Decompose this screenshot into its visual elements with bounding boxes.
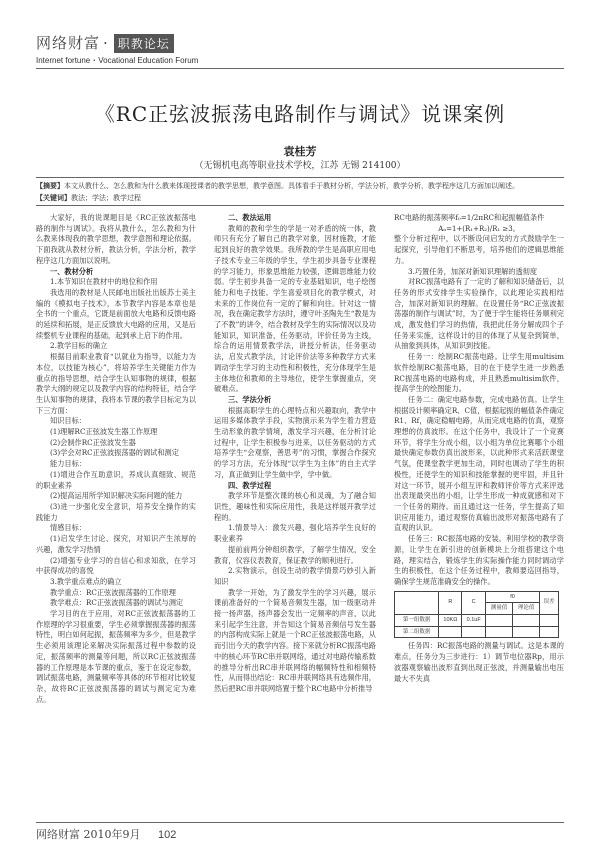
formula-mid: 和起振幅值条件 [494, 213, 545, 222]
abstract-text: 本文从教什么、怎么教和为什么教来体现授课者的教学思想，教学意图。具体看手于教材分析，学法分析，教学分析，教学程序这几方面加以阐述。 [64, 182, 519, 190]
measurement-table [394, 591, 559, 639]
paragraph: 1.情景导入：激发兴趣，强化培养学生良好的职业素养 [214, 523, 376, 544]
table-cell: R [439, 591, 462, 614]
keywords-text: 教法；学法；教学过程 [71, 194, 141, 202]
column-2 [214, 213, 376, 695]
paragraph: 教学环节是整次课的核心和灵魂，为了融合知识性，趣味性和实际应用性，我是这样展开教学过程的。 [214, 491, 376, 522]
table-cell: 第一组数据 [395, 615, 439, 627]
table-cell [485, 626, 512, 638]
paragraph: 2.教学目标的确立 [50, 341, 108, 351]
paragraph: 我选用的教材是人民邮电出版社出版苏士美主编的《模拟电子技术》，本节教学内容是本章也是全书的一个重点，它既是前面放大电路和反馈电路的延续和拓展，是正反馈放大电路的应用，又是后续整机专业课程的基础，起到承上启下的作用。 [36, 287, 196, 340]
table-cell [462, 626, 485, 638]
paragraph: 学习目的在于应用，对RC正弦波振荡器的工作原理的学习很重要，学生必须掌握振荡器的振荡特性，明白如何起振，振荡频率为多少，但是教学生必须用该理论来解决实际振荡过程中参数的设定，振荡频率的测量等问题，所以RC正弦波振荡器的工作原理是本节课的重点，鉴于在设定参数，调试振荡电路，测量频率等具体的环节相对比较复杂，故将RC正弦波振荡器的调试与测定定为难点。 [36, 609, 196, 704]
footer [36, 826, 176, 842]
table-row [395, 591, 559, 603]
paragraph: 2.实物演示，创设生动的教学情景巧妙引入新知识 [214, 566, 376, 586]
paragraph: 整个分析过程中，以不断设问启发的方式鼓励学生一起探究，引导他们不断思考，培养他们的逻辑思维能力。 [394, 234, 564, 265]
list-item: (1)理解RC正弦波发生器工作原理 [50, 427, 158, 437]
list-item: (1)增进合作互助意识，养成认真细致、规范的职业素养 [36, 469, 196, 490]
footer-brand: 网络财富 [36, 828, 80, 841]
table-cell: 10KΩ [439, 615, 462, 627]
footer-rule [36, 822, 564, 823]
paragraph: 对RC振荡电路有了一定的了解和知识储备后，以任务的形式安排学生实验操作，以此理论实践相结合，加深对新知识的理解。在设置任务“RC正弦波振荡器的制作与调试”时，为了便于学生能将任务顺利完成，激发他们学习的热情，我把此任务分解成四个子任务来实施，这样设计的目的体现了从复杂到简单，从抽象到具体，从知识到技能。 [394, 277, 564, 351]
section-heading: 四、教学过程 [228, 480, 272, 490]
paragraph: 教学重点：RC正弦波振荡器的工作原理 [50, 587, 176, 597]
formula-frequency: 1/2πRC [466, 213, 494, 222]
keywords-label: 【关键词】 [36, 193, 71, 202]
table-cell [513, 626, 540, 638]
paragraph: 教师的教和学生的学是一对矛盾的统一体，教师只有充分了解自己的教学对象，因材施教，才能起到良好的教学效果。我所教的学生是高职应用电子技术专业三年级的学生，学生初步具备专业课程的学习能力，形象思维能力较强，逻辑思维能力较弱。学生初步具备一定的专业基础知识，电子绘图能力和电子技能。学生喜爱项目化的教学模式，对未来的工作岗位有一定的了解和向往。针对这一情况，我在确定教学方法时，遵守叶圣陶先生“教是为了不教”的讲令，结合教材及学生的实际情况以及功能知识，知识准备，任务驱动，评价任务为主线，综合的运用情景教学法，讲授分析法，任务驱动法，启发式教学法，讨论评价法等多种教学方式来调动学生学习的主动性和积极性，充分体现学生是主体地位和教师的主导地位，使学生掌握重点，突破难点。 [214, 223, 376, 394]
footer-date: 2010年9月 [83, 828, 141, 841]
list-item: (2)会制作RC正弦波发生器 [50, 437, 136, 447]
paragraph: 大家好，我的说课题目是《RC正弦波振荡电路的制作与调试》。我将从教什么，怎么教和为什么教来体现我的教学思想，教学意图和理论依据。下面我就从教材分析，教法分析，学法分析，教学程序这几方面加以说明。 [36, 213, 196, 265]
paragraph: 3.巧置任务，加深对新知识理解的透彻度 [408, 266, 538, 276]
table-cell [485, 615, 512, 627]
list-item: (3)学会对RC正弦波振荡器的调试和测定 [50, 448, 179, 458]
table-row [395, 615, 559, 627]
abstract-label: 【摘要】 [36, 181, 64, 190]
abstract-block [36, 180, 564, 204]
table-cell: 第二组数据 [395, 626, 439, 638]
page-number: 102 [158, 829, 177, 841]
brand-name: 网络财富 [36, 34, 101, 52]
paragraph [394, 213, 564, 224]
table-cell [395, 591, 439, 614]
paragraph: 根据高职学生的心理特点和兴趣取向，教学中运用多媒体教学手段，实物演示来为学生着力营造生动形象的教学情境，激发学习兴趣，在分析讨论过程中，让学生积极参与进来，以任务驱动的方式培养学生“会观察，善思考”的习惯，掌握合作探究的学习方法，充分体现“以学生为主体”的自主式学习，真正做到让学生做中学，学中做。 [214, 405, 376, 479]
article-title: 《RC正弦波振荡电路制作与调试》说课案例 [94, 102, 506, 126]
section-tag: 职教论坛 [114, 34, 174, 53]
table-cell [439, 626, 462, 638]
list-item: 能力目标： [50, 459, 86, 469]
list-item: (2)提高运用所学知识解决实际问题的能力 [50, 491, 183, 501]
column-1 [36, 213, 196, 705]
formula-gain: Aᵤ=1+(R₁+R₂)/R₁ ≥3。 [438, 224, 520, 233]
table-header: 测量值 [485, 603, 512, 615]
list-item: (3)进一步强化安全意识，培养安全操作的实践能力 [36, 501, 196, 522]
masthead-brand: 网络财富 · 职教论坛 [36, 32, 566, 53]
list-item: 情感目标： [50, 523, 86, 533]
brand-english: Internet fortune・Vocational Education Forum [36, 56, 199, 65]
table-cell: C [462, 591, 485, 614]
section-heading: 一、教材分析 [50, 266, 94, 276]
list-item: 知识目标： [50, 416, 86, 426]
paragraph: 3.教学重点难点的确立 [50, 576, 122, 586]
paragraph: 教学难点：RC正弦波振荡器的调试与测定 [50, 598, 184, 608]
column-3 [394, 213, 564, 684]
paragraph: 教学一开始，为了激发学生的学习兴趣，展示课前准备好的一个简易音频发生器，加一级驱动并接一扬声器，扬声器会发出一定频率的声音，以此来引起学生注意，并告知这个简易音频信号发生器的内部构成实际上就是一个RC正弦波振荡电路，从而引出今天的教学内容。接下来就分析RC振荡电路中的核心环节RC串并联网络，通过对电路传输系数的推导分析出RC串并联网络的幅频特性和相频特性，从而得出结论：RC串并联网络具有选频作用，然后把RC串并联网络置于整个RC电路中分析推导 [214, 587, 376, 693]
list-item: (2)增强专业学习的自信心和求知欲，在学习中获得成功的喜悦 [36, 555, 196, 576]
table-cell: 0.1uF [462, 615, 485, 627]
list-item: (1)启发学生讨论、探究，对知识产生浓厚的兴趣，激发学习热情 [36, 534, 196, 554]
paragraph: 提前前两分钟组织教学，了解学生情况，安全教育，仪容仪表教育，保证教学的顺利进行。 [214, 544, 376, 565]
header-rule [36, 68, 564, 69]
paragraph: 任务一：绘制RC振荡电路。让学生用multisim软件绘制RC振荡电路，目的在于使学生进一步熟悉RC振荡电路的电路构成，并且熟悉multisim软件，提高学生的绘图能力。 [394, 352, 564, 394]
table-header: 理论值 [513, 603, 540, 615]
table-cell [513, 615, 540, 627]
paragraph: 任务四：RC振荡电路的测量与调试。这是本课的难点，任务分为三步进行：1）调节电位器Rp，用示波器观察输出波形直到出现正弦波，并测量输出电压最大不失真 [394, 641, 564, 683]
table-header: 误差 [540, 591, 559, 614]
table-row [395, 626, 559, 638]
abstract-rule-bottom [36, 205, 564, 206]
abstract-rule-top [36, 177, 564, 178]
paragraph: 根据目前职业教育“以就业为指导，以能力为本位，以技能为核心”，将培养学生关键能力作为重点的指导思想，结合学生认知事物的规律，根据教学大纲的规定以及教学内容的结构特征，结合学生认知事物的规律，我将本节课的教学目标定为以下三方面： [36, 352, 196, 415]
table-header: f0 [485, 591, 539, 603]
paragraph: 1.本节知识在教材中的地位和作用 [50, 277, 158, 287]
section-heading: 二、教法运用 [228, 213, 272, 222]
author: 袁桂芳 [283, 145, 317, 158]
paragraph: 任务二：确定电路参数，完成电路仿真。让学生根据设计频率确定R、C值，根据起振的幅值条件确定R1、Rf，确定稳幅电路，从而完成电路的仿真，观察理想的仿真波形。在这个任务中，我设计了一个竞赛环节，将学生分成小组，以小组为单位比赛哪个小组最快确定参数仿真出波形来，以此种形式来活跃课堂气氛，使课堂教学更加生动，同时也调动了学生的积极性，还使学生的知识和技能掌握的更牢固，并且针对这一环节，展开小组互评和教师评价等方式来评选出表现最突出的小组，让学生形成一种成就感和对下一个任务的期待。而且通过这一任务，学生提高了知识应用能力，通过观察仿真输出波形对振荡电路有了直观的认识。 [394, 394, 564, 533]
masthead [36, 32, 566, 66]
table-cell [540, 626, 559, 638]
affiliation: （无锡机电高等职业技术学校，江苏 无锡 214100） [194, 161, 406, 171]
formula-intro: RC电路的振荡频率f₀= [394, 213, 467, 222]
paragraph: 任务三：RC振荡电路的安装。利用学校的教学资源，让学生在新引进的创新模块上分组搭建这个电路，理实结合，锻炼学生的实际操作能力同时调动学生的积极性，在这个任务过程中，教师要巡回指导，确保学生规范准确安全的操作。 [394, 534, 564, 586]
table-cell [540, 615, 559, 627]
section-heading: 三、学法分析 [228, 394, 272, 404]
